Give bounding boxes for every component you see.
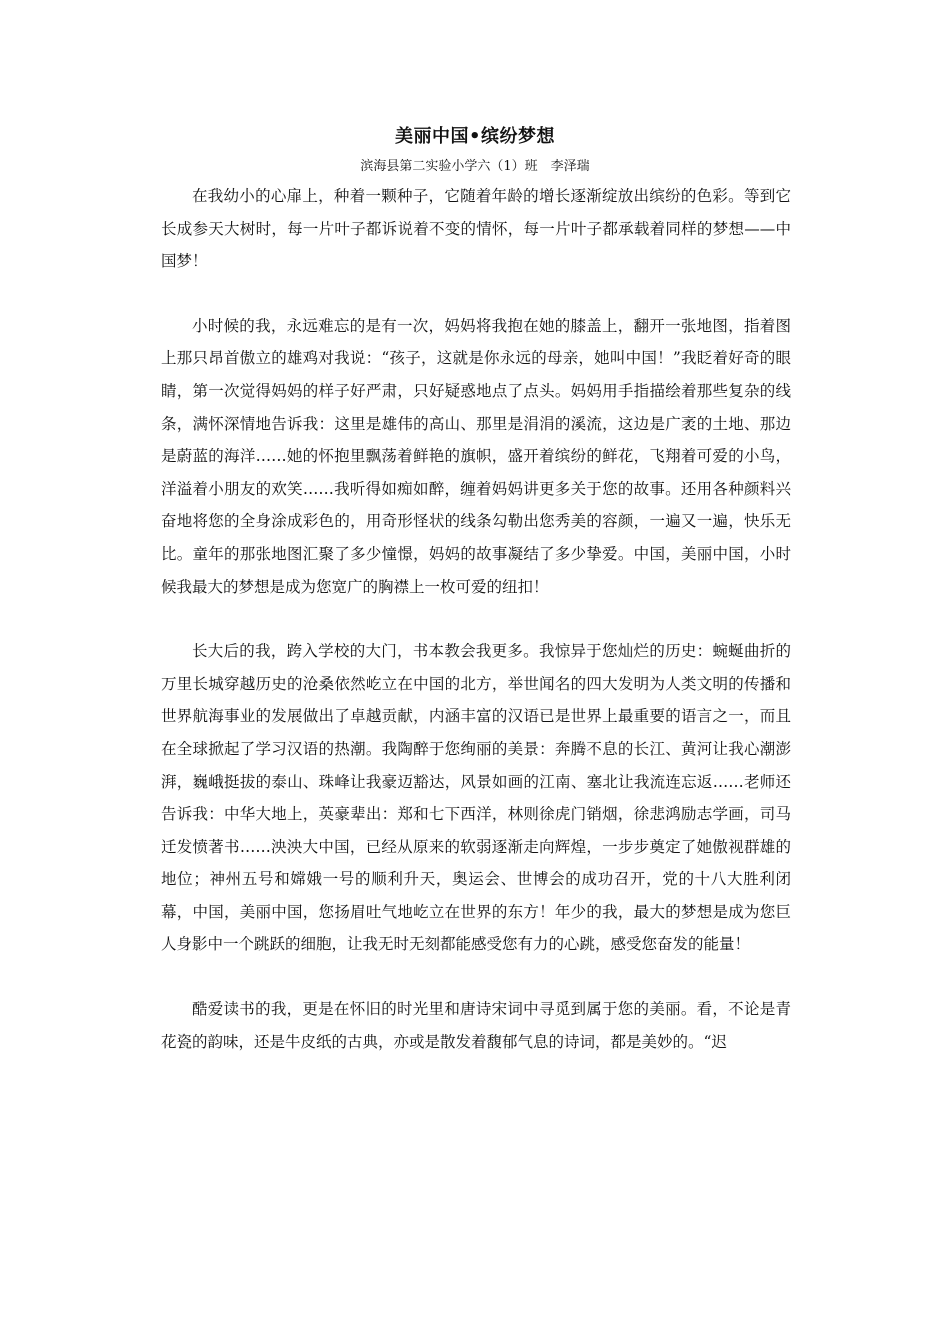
paragraph-intro: 在我幼小的心扉上，种着一颗种子，它随着年龄的增长逐渐绽放出缤纷的色彩。等到它长成参天大树时，每一片叶子都诉说着不变的情怀，每一片叶子都承载着同样的梦想——中国梦！ bbox=[161, 187, 791, 271]
paragraph-childhood: 小时候的我，永远难忘的是有一次，妈妈将我抱在她的膝盖上，翻开一张地图，指着图上那只昂首傲立的雄鸡对我说：“孩子，这就是你永远的母亲，她叫中国！”我眨着好奇的眼睛，第一次觉得妈妈的样子好严肃，只好疑惑地点了点头。妈妈用手指描绘着那些复杂的线条，满怀深情地告诉我：这里是雄伟的高山、那里是涓涓的溪流，这边是广袤的土地、那边是蔚蓝的海洋……她的怀抱里飘荡着鲜艳的旗帜，盛开着缤纷的鲜花，飞翔着可爱的小鸟，洋溢着小朋友的欢笑……我听得如痴如醉，缠着妈妈讲更多关于您的故事。还用各种颜料兴奋地将您的全身涂成彩色的，用奇形怪状的线条勾勒出您秀美的容颜，一遍又一遍，快乐无比。童年的那张地图汇聚了多少憧憬，妈妈的故事凝结了多少挚爱。中国，美丽中国，小时候我最大的梦想是成为您宽广的胸襟上一枚可爱的纽扣！ bbox=[161, 316, 791, 596]
paragraph-school: 长大后的我，跨入学校的大门，书本教会我更多。我惊异于您灿烂的历史：蜿蜒曲折的万里长城穿越历史的沧桑依然屹立在中国的北方，举世闻名的四大发明为人类文明的传播和世界航海事业的发展做出了卓越贡献，内涵丰富的汉语已是世界上最重要的语言之一，而且在全球掀起了学习汉语的热潮。我陶醉于您绚丽的美景：奔腾不息的长江、黄河让我心潮澎湃，巍峨挺拔的泰山、珠峰让我豪迈豁达，风景如画的江南、塞北让我流连忘返……老师还告诉我：中华大地上，英豪辈出：郑和七下西洋，林则徐虎门销烟，徐悲鸿励志学画，司马迁发愤著书……泱泱大中国，已经从原来的软弱逐渐走向辉煌，一步步奠定了她傲视群雄的地位；神州五号和嫦娥一号的顺利升天，奥运会、世博会的成功召开，党的十八大胜利闭幕，中国，美丽中国，您扬眉吐气地屹立在世界的东方！年少的我，最大的梦想是成为您巨人身影中一个跳跃的细胞，让我无时无刻都能感受您有力的心跳，感受您奋发的能量！ bbox=[161, 642, 791, 954]
document-byline: 滨海县第二实验小学六（1）班 李泽瑞 bbox=[360, 159, 590, 174]
paragraph-reading: 酷爱读书的我，更是在怀旧的时光里和唐诗宋词中寻觅到属于您的美丽。看，不论是青花瓷的韵味，还是牛皮纸的古典，亦或是散发着馥郁气息的诗词，都是美妙的。“迟 bbox=[161, 1000, 791, 1051]
document-body bbox=[161, 180, 791, 1058]
document-title: 美丽中国•缤纷梦想 bbox=[394, 126, 555, 147]
